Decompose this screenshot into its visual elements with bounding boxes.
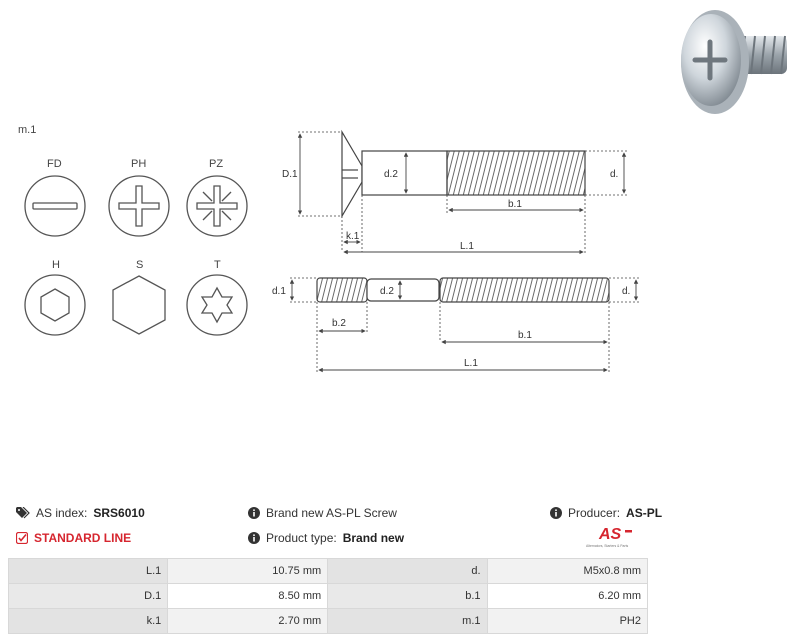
dim-label-d-lower: d.	[622, 286, 631, 297]
spec-value: 8.50 mm	[168, 584, 328, 609]
specification-table	[8, 558, 648, 634]
tags-icon	[16, 507, 30, 519]
spec-value: 2.70 mm	[168, 609, 328, 634]
stud-screw	[317, 278, 609, 302]
dim-label-k1: k.1	[346, 231, 360, 242]
head-label-fd: FD	[47, 158, 62, 170]
dim-label-d2-lower: d.2	[380, 286, 394, 297]
logo-text: AS	[599, 526, 622, 543]
product-line	[16, 531, 131, 545]
dim-label-d-upper: d.	[610, 169, 619, 180]
screw-dimension-drawing	[270, 120, 650, 385]
product-type-label: Product type:	[266, 531, 337, 545]
product-type-value: Brand new	[342, 531, 405, 545]
dim-label-b2: b.2	[332, 318, 346, 329]
dim-label-l1-lower: L.1	[464, 358, 478, 369]
info-icon	[248, 507, 260, 519]
spec-key: k.1	[9, 609, 168, 634]
dim-label-d1-upper: D.1	[282, 169, 298, 180]
head-label-ph: PH	[131, 158, 147, 170]
spec-value: M5x0.8 mm	[487, 559, 647, 584]
table-row	[9, 559, 648, 584]
as-index	[16, 506, 145, 520]
checkbox-checked-icon	[16, 532, 28, 544]
spec-key: b.1	[328, 584, 487, 609]
spec-key: m.1	[328, 609, 487, 634]
head-types-diagram	[0, 0, 270, 345]
slotted-head-icon	[25, 176, 85, 236]
spec-value: 6.20 mm	[487, 584, 647, 609]
table-row	[9, 584, 648, 609]
pozidriv-head-icon	[187, 176, 247, 236]
producer	[550, 506, 662, 520]
phillips-head-icon	[109, 176, 169, 236]
as-index-label: AS index:	[36, 506, 88, 520]
spec-key: D.1	[9, 584, 168, 609]
head-label-s: S	[136, 259, 144, 271]
description	[248, 506, 397, 520]
table-row	[9, 609, 648, 634]
spec-key: L.1	[9, 559, 168, 584]
product-type	[248, 531, 404, 545]
hex-head-icon	[113, 276, 165, 334]
dim-label-l1-upper: L.1	[460, 241, 474, 252]
description-text: Brand new AS-PL Screw	[266, 506, 397, 520]
torx-head-icon	[187, 275, 247, 335]
logo-tagline: Alternators, Starters & Parts	[586, 544, 629, 548]
producer-value: AS-PL	[626, 506, 663, 520]
product-photo	[655, 0, 800, 125]
info-icon	[550, 507, 562, 519]
dim-label-d2-upper: d.2	[384, 169, 398, 180]
dim-label-d1-lower: d.1	[272, 286, 286, 297]
head-label-pz: PZ	[209, 158, 224, 170]
producer-logo	[585, 524, 649, 550]
spec-key: d.	[328, 559, 487, 584]
as-index-value: SRS6010	[93, 506, 145, 520]
product-line-value: STANDARD LINE	[34, 531, 132, 545]
countersunk-screw	[342, 132, 585, 216]
head-label-h: H	[52, 259, 60, 271]
spec-value: 10.75 mm	[168, 559, 328, 584]
dim-label-b1-lower: b.1	[518, 330, 532, 341]
head-label-t: T	[214, 259, 221, 271]
info-icon	[248, 532, 260, 544]
section-label: m.1	[18, 124, 37, 136]
producer-label: Producer:	[568, 506, 621, 520]
spec-value: PH2	[487, 609, 647, 634]
hex-socket-head-icon	[25, 275, 85, 335]
dim-label-b1-upper: b.1	[508, 199, 522, 210]
